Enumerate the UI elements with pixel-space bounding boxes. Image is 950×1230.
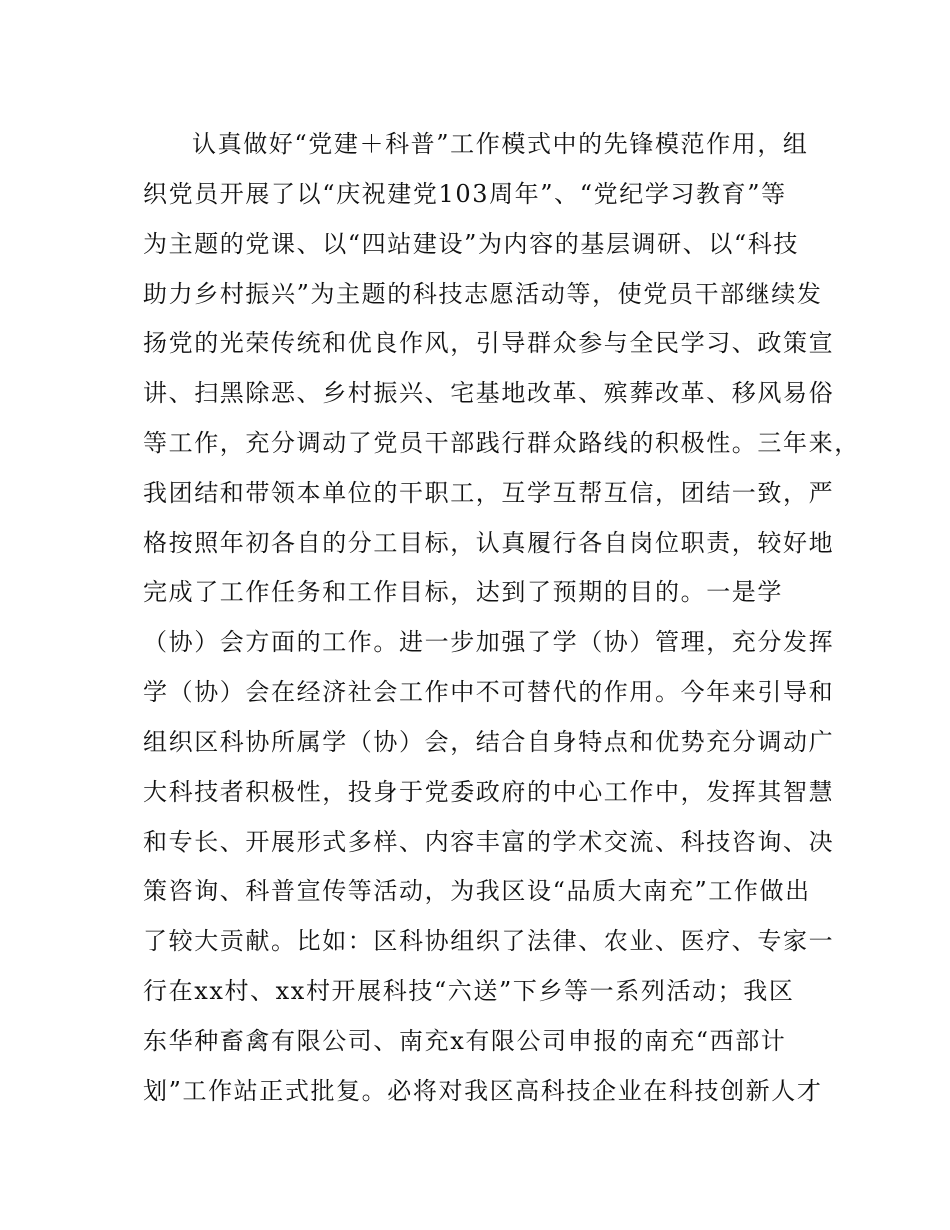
paragraph-line: 大科技者积极性，投身于党委政府的中心工作中，发挥其智慧 [143, 778, 835, 806]
paragraph-line: 东华种畜禽有限公司、南充x有限公司申报的南充“西部计 [143, 1027, 787, 1055]
paragraph-line: 策咨询、科普宣传等活动，为我区设“品质大南充”工作做出 [143, 877, 811, 905]
paragraph-line: 为主题的党课、以“四站建设”为内容的基层调研、以“科技 [143, 230, 800, 258]
paragraph-line: 讲、扫黑除恶、乡村振兴、宅基地改革、殡葬改革、移风易俗 [143, 379, 835, 407]
paragraph-line: （协）会方面的工作。进一步加强了学（协）管理，充分发挥 [143, 628, 835, 656]
paragraph-line: 完成了工作任务和工作目标，达到了预期的目的。一是学 [143, 578, 783, 606]
paragraph-line: 织党员开展了以“庆祝建党103周年”、“党纪学习教育”等 [143, 180, 787, 208]
paragraph-line: 等工作，充分调动了党员干部践行群众路线的积极性。三年来， [143, 429, 860, 457]
paragraph-line: 了较大贡献。比如：区科协组织了法律、农业、医疗、专家一 [143, 927, 835, 955]
paragraph-line: 和专长、开展形式多样、内容丰富的学术交流、科技咨询、决 [143, 828, 835, 856]
paragraph-line: 组织区科协所属学（协）会，结合自身特点和优势充分调动广 [143, 728, 835, 756]
paragraph-line: 格按照年初各自的分工目标，认真履行各自岗位职责，较好地 [143, 529, 835, 557]
paragraph-line: 认真做好“党建＋科普”工作模式中的先锋模范作用，组 [192, 130, 809, 158]
paragraph-line: 我团结和带领本单位的干职工，互学互帮互信，团结一致，严 [143, 479, 835, 507]
paragraph-line: 助力乡村振兴”为主题的科技志愿活动等，使党员干部继续发 [143, 280, 823, 308]
paragraph-line: 划”工作站正式批复。必将对我区高科技企业在科技创新人才 [143, 1077, 823, 1105]
paragraph-line: 学（协）会在经济社会工作中不可替代的作用。今年来引导和 [143, 678, 835, 706]
paragraph-line: 扬党的光荣传统和优良作风，引导群众参与全民学习、政策宣 [143, 329, 835, 357]
paragraph-line: 行在xx村、xx村开展科技“六送”下乡等一系列活动；我区 [143, 977, 795, 1005]
